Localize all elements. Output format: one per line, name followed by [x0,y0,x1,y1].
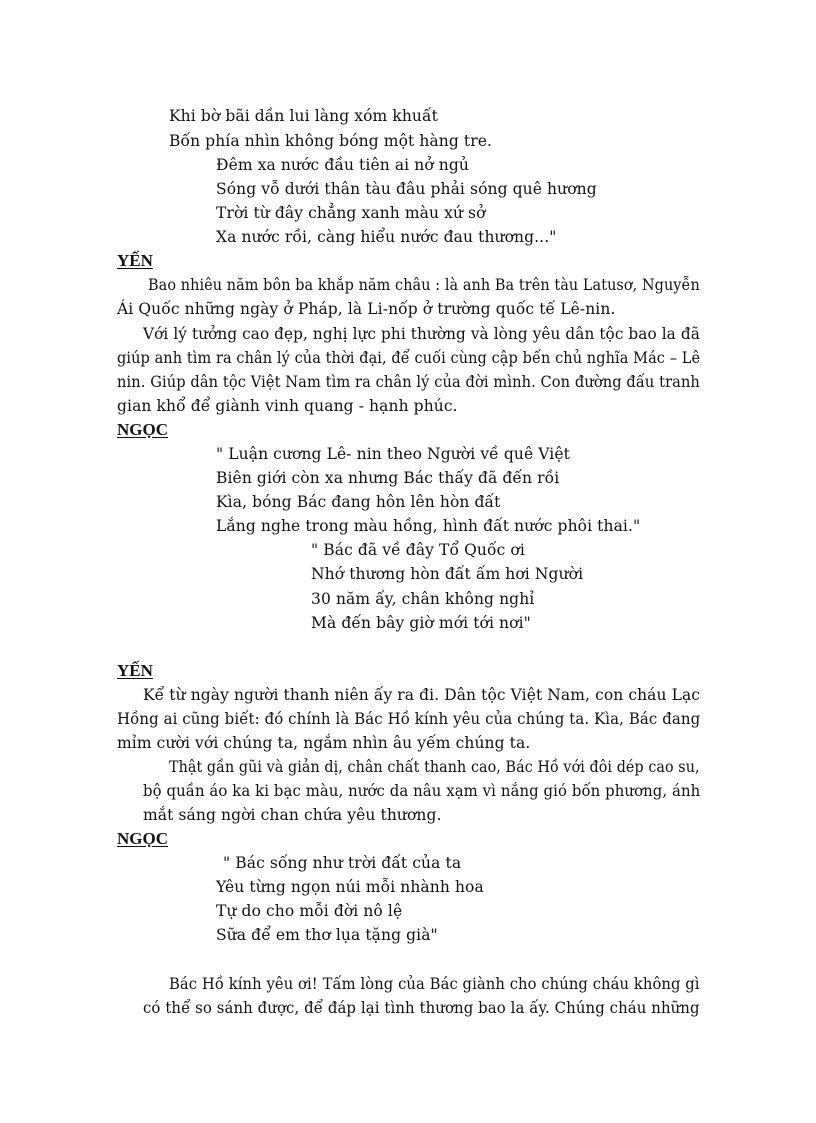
paragraph-line: gian khổ để giành vinh quang - hạnh phúc. [117,397,458,415]
poem-line: Bốn phía nhìn không bóng một hàng tre. [169,132,493,150]
poem-line: " Bác đã về đây Tổ Quốc ơi [311,541,525,559]
poem-line: Sữa để em thơ lụa tặng già" [216,926,438,944]
speaker-label: YẾN [117,251,153,270]
paragraph-line: Với lý tưởng cao đẹp, nghị lực phi thường và lòng yêu dân tộc bao la đã [143,325,700,343]
paragraph-line: Hồng ai cũng biết: đó chính là Bác Hồ kính yêu của chúng ta. Kìa, Bác đang [117,710,701,728]
poem-line: Đêm xa nước đầu tiên ai nở ngủ [216,156,469,174]
paragraph-line: mỉm cười với chúng ta, ngắm nhìn âu yếm chúng ta. [117,734,531,752]
poem-line: 30 năm ấy, chân không nghỉ [311,590,535,608]
poem-line: Nhớ thương hòn đất ấm hơi Người [311,565,584,583]
paragraph-line: Kể từ ngày người thanh niên ấy ra đi. Dân tộc Việt Nam, con cháu Lạc [143,686,701,704]
poem-line: Yêu từng ngọn núi mỗi nhành hoa [216,878,484,896]
paragraph-line: Ái Quốc những ngày ở Pháp, là Li-nốp ở trường quốc tế Lê-nin. [117,300,616,318]
paragraph-line: mắt sáng ngời chan chứa yêu thương. [143,806,442,824]
poem-line: Mà đến bây giờ mới tới nơi" [311,614,531,632]
paragraph-line: có thể so sánh được, để đáp lại tình thương bao la ấy. Chúng cháu những [143,999,700,1017]
paragraph-line: Thật gần gũi và giản dị, chân chất thanh cao, Bác Hồ với đôi dép cao su, [169,758,700,776]
poem-line: Xa nước rồi, càng hiểu nước đau thương..." [216,228,557,246]
poem-line: Khi bờ bãi dần lui làng xóm khuất [169,107,438,125]
poem-line: Biên giới còn xa nhưng Bác thấy đã đến rồi [216,469,560,487]
poem-line: Tự do cho mỗi đời nô lệ [216,902,403,920]
poem-line: Trời từ đây chẳng xanh màu xứ sở [216,204,486,222]
poem-line: " Luận cương Lê- nin theo Người về quê Việt [216,445,570,463]
paragraph-line: nin. Giúp dân tộc Việt Nam tìm ra chân lý của đời mình. Con đường đấu tranh [117,373,700,391]
speaker-label: NGỌC [117,829,168,848]
speaker-label: NGỌC [117,420,168,439]
poem-line: Sóng vỗ dưới thân tàu đâu phải sóng quê hương [216,180,597,198]
poem-line: Kìa, bóng Bác đang hôn lên hòn đất [216,493,501,511]
poem-line: " Bác sống như trời đất của ta [223,854,462,872]
poem-line: Lắng nghe trong màu hồng, hình đất nước phôi thai." [216,517,641,535]
speaker-label: YẾN [117,661,153,680]
paragraph-line: giúp anh tìm ra chân lý của thời đại, để cuối cùng cập bến chủ nghĩa Mác – Lê [117,349,701,367]
paragraph-line: Bác Hồ kính yêu ơi! Tấm lòng của Bác giành cho chúng cháu không gì [169,975,700,993]
paragraph-line: bộ quần áo ka ki bạc màu, nước da nâu xạm vì nắng gió bốn phương, ánh [143,782,701,800]
paragraph-line: Bao nhiêu năm bôn ba khắp năm châu : là anh Ba trên tàu Latusơ, Nguyễn [148,276,700,294]
